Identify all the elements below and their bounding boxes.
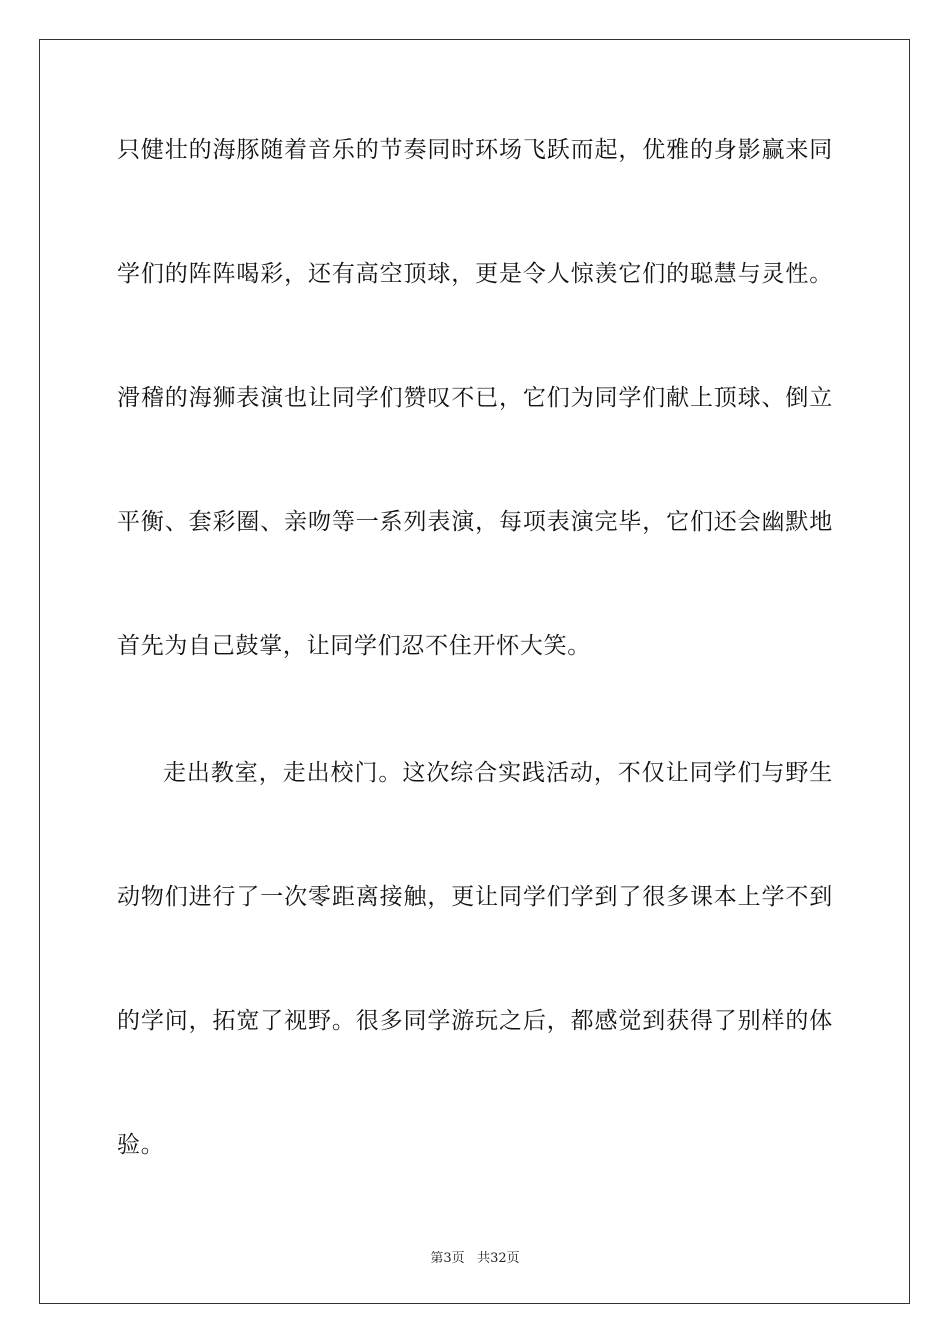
body-text-line: 首先为自己鼓掌，让同学们忍不住开怀大笑。 bbox=[117, 633, 591, 659]
total-pages: 共32页 bbox=[477, 1251, 520, 1266]
page-border bbox=[39, 39, 910, 1304]
body-text-line: 的学问，拓宽了视野。很多同学游玩之后，都感觉到获得了别样的体 bbox=[117, 1008, 833, 1034]
body-text-line: 只健壮的海豚随着音乐的节奏同时环场飞跃而起，优雅的身影赢来同 bbox=[117, 137, 833, 163]
body-text-line: 平衡、套彩圈、亲吻等一系列表演，每项表演完毕，它们还会幽默地 bbox=[117, 509, 833, 535]
body-text-line: 验。 bbox=[117, 1132, 165, 1158]
paragraph-first-line: 走出教室，走出校门。这次综合实践活动，不仅让同学们与野生 bbox=[163, 760, 833, 786]
body-text-line: 滑稽的海狮表演也让同学们赞叹不已，它们为同学们献上顶球、倒立 bbox=[117, 385, 833, 411]
page-number: 第3页 bbox=[430, 1251, 465, 1266]
body-text-line: 动物们进行了一次零距离接触，更让同学们学到了很多课本上学不到 bbox=[117, 884, 833, 910]
body-text-line: 学们的阵阵喝彩，还有高空顶球，更是令人惊羡它们的聪慧与灵性。 bbox=[117, 261, 833, 287]
page-footer bbox=[0, 1247, 950, 1266]
